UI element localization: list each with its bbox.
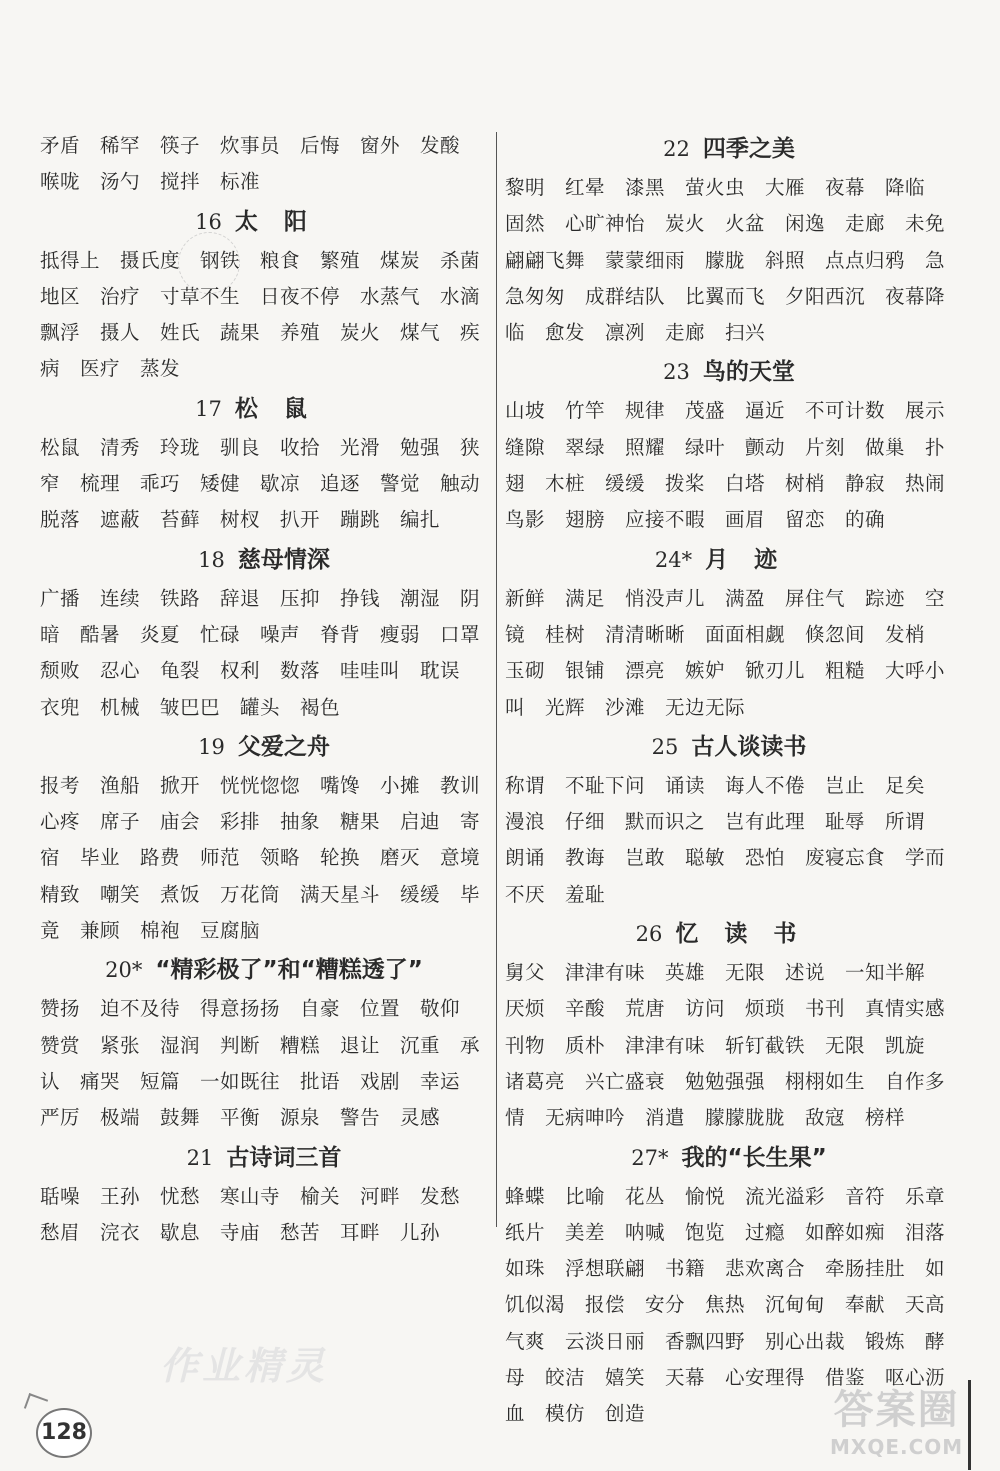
lesson-number: 24* bbox=[654, 547, 693, 572]
word-line: 严厉 极端 鼓舞 平衡 源泉 警告 灵感 bbox=[40, 1106, 441, 1130]
word-line: 矛盾 稀罕 筷子 炊事员 后悔 窗外 发酸 bbox=[40, 134, 461, 157]
lesson-number: 25 bbox=[651, 734, 679, 759]
page-edge bbox=[968, 1380, 971, 1470]
word-line: 宿 毕业 路费 师范 领略 轮换 磨灭 意境 bbox=[40, 846, 481, 870]
lesson-title-26 bbox=[505, 913, 953, 955]
word-line: 竟 兼顾 棉袍 豆腐脑 bbox=[40, 919, 261, 943]
logo-url: MXQE.COM bbox=[830, 1435, 964, 1459]
column-divider bbox=[496, 132, 497, 1227]
word-line: 玉砌 银铺 漂亮 嫉妒 锨刃儿 粗糙 大呼小 bbox=[505, 659, 946, 683]
word-line: 广播 连续 铁路 辞退 压抑 挣钱 潮湿 阴 bbox=[40, 586, 481, 610]
word-line: 翩翩飞舞 蒙蒙细雨 朦胧 斜照 点点归鸦 急 bbox=[505, 248, 946, 272]
word-line: 报考 渔船 掀开 恍恍惚惚 嘴馋 小摊 教训 bbox=[40, 773, 481, 797]
word-line: 窄 梳理 乖巧 矮健 歇凉 追逐 警觉 触动 bbox=[40, 472, 481, 496]
lesson-name: 太阳 bbox=[234, 208, 333, 235]
word-line: 抵得上 摄氏度 钢铁 粮食 繁殖 煤炭 杀菌 bbox=[40, 248, 481, 272]
lesson-name: 父爱之舟 bbox=[237, 733, 330, 760]
word-line: 情 无病呻吟 消遣 朦朦胧胧 敌寇 榜样 bbox=[505, 1106, 906, 1130]
lesson-name: 古人谈读书 bbox=[691, 733, 807, 760]
lesson-name: 鸟的天堂 bbox=[702, 359, 795, 386]
word-line: 颓败 忍心 龟裂 权利 数落 哇哇叫 耽误 bbox=[40, 659, 461, 683]
lesson-title-16 bbox=[40, 201, 488, 243]
word-line: 不厌 羞耻 bbox=[505, 882, 606, 906]
word-line: 黎明 红晕 漆黑 萤火虫 大雁 夜幕 降临 bbox=[505, 176, 926, 199]
word-line: 朗诵 教诲 岂敢 聪敏 恐怕 废寝忘食 学而 bbox=[505, 846, 946, 870]
word-line: 鸟影 翅膀 应接不暇 画眉 留恋 的确 bbox=[505, 508, 886, 532]
lesson-title-17 bbox=[40, 388, 488, 430]
word-line: 临 愈发 凛冽 走廊 扫兴 bbox=[505, 321, 766, 345]
word-line: 叫 光辉 沙滩 无边无际 bbox=[505, 695, 746, 719]
word-line: 气爽 云淡日丽 香飘四野 别心出裁 锻炼 酵 bbox=[505, 1329, 946, 1353]
word-line: 病 医疗 蒸发 bbox=[40, 357, 181, 381]
word-line: 赞赏 紧张 湿润 判断 糟糕 退让 沉重 承 bbox=[40, 1033, 481, 1057]
word-line: 衣兜 机械 皱巴巴 罐头 褐色 bbox=[40, 695, 341, 719]
word-line: 松鼠 清秀 玲珑 驯良 收拾 光滑 勉强 狭 bbox=[40, 435, 481, 459]
lesson-title-19 bbox=[40, 726, 488, 768]
lesson-number: 16 bbox=[195, 209, 222, 234]
lesson-number: 18 bbox=[198, 547, 225, 572]
logo-text: 答案圈 bbox=[833, 1387, 960, 1433]
lesson-name: 古诗词三首 bbox=[226, 1144, 342, 1171]
site-logo bbox=[830, 1378, 963, 1459]
word-line: 漫浪 仔细 默而识之 岂有此理 耻辱 所谓 bbox=[505, 810, 926, 834]
watermark-text: 作业精灵 bbox=[160, 1344, 329, 1388]
lesson-name: “精彩极了”和“糟糕透了” bbox=[155, 957, 423, 984]
word-line: 聒噪 王孙 忧愁 寒山寺 榆关 河畔 发愁 bbox=[40, 1184, 461, 1208]
word-line: 如珠 浮想联翩 书籍 悲欢离合 牵肠挂肚 如 bbox=[505, 1257, 946, 1281]
word-line: 认 痛哭 短篇 一如既往 批语 戏剧 幸运 bbox=[40, 1069, 461, 1093]
lesson-name: 月迹 bbox=[705, 546, 804, 573]
lesson-number: 26 bbox=[635, 922, 663, 947]
word-line: 精致 嘲笑 煮饭 万花筒 满天星斗 缓缓 毕 bbox=[40, 882, 481, 906]
corner-ornament-icon bbox=[24, 1393, 48, 1415]
word-line: 翅 木桩 缓缓 拨桨 白塔 树梢 静寂 热闹 bbox=[505, 472, 946, 496]
word-line: 赞扬 迫不及待 得意扬扬 自豪 位置 敬仰 bbox=[40, 997, 461, 1021]
word-line: 飘浮 摄人 姓氏 蔬果 养殖 炭火 煤气 疾 bbox=[40, 321, 481, 345]
word-line: 固然 心旷神怡 炭火 火盆 闲逸 走廊 未免 bbox=[505, 212, 946, 236]
lesson-title-18 bbox=[40, 539, 488, 581]
word-line: 纸片 美差 呐喊 饱览 过瘾 如醉如痴 泪落 bbox=[505, 1220, 946, 1244]
word-line: 愁眉 浣衣 歇息 寺庙 愁苦 耳畔 儿孙 bbox=[40, 1220, 441, 1244]
word-line: 称谓 不耻下问 诵读 诲人不倦 岂止 足矣 bbox=[505, 773, 926, 797]
word-line: 缝隙 翠绿 照耀 绿叶 颤动 片刻 做巢 扑 bbox=[505, 435, 946, 459]
word-line: 刊物 质朴 津津有味 斩钉截铁 无限 凯旋 bbox=[505, 1033, 926, 1057]
lesson-number: 23 bbox=[663, 360, 690, 385]
right-column bbox=[505, 128, 953, 1433]
lesson-title-22 bbox=[505, 128, 953, 170]
lesson-title-20 bbox=[40, 949, 488, 991]
lesson-number: 19 bbox=[198, 734, 225, 759]
stamp-icon bbox=[178, 232, 240, 294]
word-line: 舅父 津津有味 英雄 无限 述说 一知半解 bbox=[505, 961, 926, 985]
lesson-name: 我的“长生果” bbox=[681, 1144, 827, 1171]
lesson-title-23 bbox=[505, 351, 953, 393]
lesson-name: 松鼠 bbox=[234, 395, 333, 422]
word-line: 饥似渴 报偿 安分 焦热 沉甸甸 奉献 天高 bbox=[505, 1293, 946, 1317]
word-line: 母 皎洁 嬉笑 天幕 心安理得 借鉴 呕心沥 bbox=[505, 1366, 946, 1390]
page-number: 128 bbox=[36, 1408, 92, 1458]
lesson-number: 22 bbox=[663, 137, 690, 161]
lesson-name: 四季之美 bbox=[702, 136, 795, 162]
word-line: 镜 桂树 清清晰晰 面面相觑 倏忽间 发梢 bbox=[505, 622, 926, 646]
lesson-number: 21 bbox=[186, 1145, 214, 1170]
left-column bbox=[40, 128, 488, 1251]
word-line: 喉咙 汤勺 搅拌 标准 bbox=[40, 170, 261, 194]
lesson-title-25 bbox=[505, 726, 953, 768]
lesson-number: 27* bbox=[631, 1145, 669, 1170]
word-line: 蜂蝶 比喻 花丛 愉悦 流光溢彩 音符 乐章 bbox=[505, 1184, 946, 1208]
word-line: 厌烦 辛酸 荒唐 访问 烦琐 书刊 真情实感 bbox=[505, 997, 946, 1021]
word-line: 新鲜 满足 悄没声儿 满盈 屏住气 踪迹 空 bbox=[505, 586, 946, 610]
word-line: 暗 酷暑 炎夏 忙碌 噪声 脊背 瘦弱 口罩 bbox=[40, 622, 481, 646]
word-line: 地区 治疗 寸草不生 日夜不停 水蒸气 水滴 bbox=[40, 284, 481, 308]
word-line: 山坡 竹竿 规律 茂盛 逼近 不可计数 展示 bbox=[505, 399, 946, 423]
word-line: 心疼 席子 庙会 彩排 抽象 糖果 启迪 寄 bbox=[40, 810, 481, 834]
word-line: 血 模仿 创造 bbox=[505, 1402, 646, 1426]
word-line: 诸葛亮 兴亡盛衰 勉勉强强 栩栩如生 自作多 bbox=[505, 1069, 946, 1093]
lesson-title-21 bbox=[40, 1137, 488, 1179]
lesson-name: 慈母情深 bbox=[237, 546, 330, 573]
lesson-number: 17 bbox=[195, 396, 222, 421]
lesson-name: 忆读书 bbox=[675, 921, 823, 948]
word-line: 急匆匆 成群结队 比翼而飞 夕阳西沉 夜幕降 bbox=[505, 284, 946, 308]
word-line: 脱落 遮蔽 苔藓 树杈 扒开 蹦跳 编扎 bbox=[40, 508, 441, 532]
lesson-number: 20* bbox=[105, 958, 143, 983]
lesson-title-27 bbox=[505, 1137, 953, 1179]
lesson-title-24 bbox=[505, 539, 953, 581]
